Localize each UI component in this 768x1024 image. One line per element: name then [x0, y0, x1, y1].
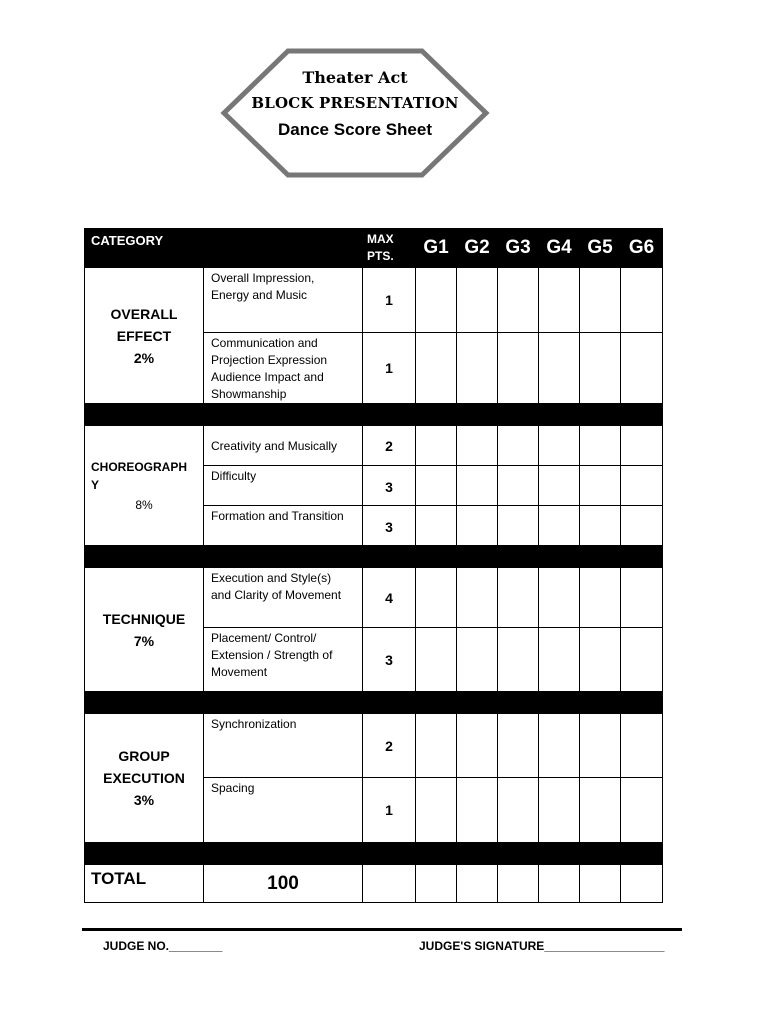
column-header-g3: G3: [498, 229, 539, 268]
score-cell[interactable]: [416, 865, 457, 903]
table-row: [85, 568, 663, 628]
score-cell[interactable]: [416, 466, 457, 506]
max-points: 2: [363, 714, 416, 778]
judge-number-field[interactable]: JUDGE NO.________: [103, 939, 223, 953]
column-header-max-pts: MAX PTS.: [363, 229, 416, 268]
total-value: 100: [204, 865, 363, 903]
max-points: 3: [363, 466, 416, 506]
score-cell[interactable]: [580, 865, 621, 903]
score-cell[interactable]: [498, 865, 539, 903]
score-cell[interactable]: [539, 268, 580, 333]
score-cell[interactable]: [498, 466, 539, 506]
score-cell[interactable]: [363, 865, 416, 903]
column-header-g5: G5: [580, 229, 621, 268]
table-header-row: [85, 229, 663, 268]
header-sheet-name: Dance Score Sheet: [277, 120, 432, 139]
score-cell[interactable]: [457, 628, 498, 692]
score-cell[interactable]: [498, 628, 539, 692]
category-choreography: CHOREOGRAPH Y 8%: [85, 426, 204, 546]
score-cell[interactable]: [457, 568, 498, 628]
score-cell[interactable]: [498, 333, 539, 404]
score-cell[interactable]: [621, 865, 663, 903]
score-cell[interactable]: [580, 506, 621, 546]
column-header-g6: G6: [621, 229, 663, 268]
section-divider: [85, 843, 663, 865]
header-title: Theater Act: [302, 68, 408, 87]
score-cell[interactable]: [457, 865, 498, 903]
score-cell[interactable]: [621, 506, 663, 546]
score-cell[interactable]: [498, 714, 539, 778]
score-cell[interactable]: [539, 778, 580, 843]
table-row: [85, 714, 663, 778]
score-cell[interactable]: [416, 628, 457, 692]
max-points: 1: [363, 333, 416, 404]
score-cell[interactable]: [621, 466, 663, 506]
criterion-creativity: Creativity and Musically: [204, 426, 363, 466]
total-row: [85, 865, 663, 903]
score-cell[interactable]: [498, 426, 539, 466]
score-cell[interactable]: [580, 333, 621, 404]
score-cell[interactable]: [498, 568, 539, 628]
section-divider: [85, 692, 663, 714]
score-cell[interactable]: [416, 506, 457, 546]
score-cell[interactable]: [457, 506, 498, 546]
criterion-formation: Formation and Transition: [204, 506, 363, 546]
score-cell[interactable]: [416, 333, 457, 404]
score-table: [84, 228, 663, 903]
score-cell[interactable]: [539, 865, 580, 903]
score-cell[interactable]: [621, 714, 663, 778]
max-points: 3: [363, 628, 416, 692]
score-cell[interactable]: [580, 778, 621, 843]
max-points: 1: [363, 778, 416, 843]
score-cell[interactable]: [457, 714, 498, 778]
category-group-execution: GROUP EXECUTION 3%: [85, 714, 204, 843]
section-divider: [85, 546, 663, 568]
criterion-placement-control: Placement/ Control/ Extension / Strength of Movement: [204, 628, 363, 692]
score-cell[interactable]: [621, 778, 663, 843]
column-header-category: CATEGORY: [85, 229, 363, 268]
criterion-synchronization: Synchronization: [204, 714, 363, 778]
section-divider: [85, 404, 663, 426]
criterion-communication-projection: Communication and Projection Expression Audience Impact and Showmanship: [204, 333, 363, 404]
max-points: 4: [363, 568, 416, 628]
max-points: 3: [363, 506, 416, 546]
criterion-spacing: Spacing: [204, 778, 363, 843]
score-cell[interactable]: [539, 333, 580, 404]
score-cell[interactable]: [416, 568, 457, 628]
score-cell[interactable]: [457, 268, 498, 333]
score-cell[interactable]: [457, 466, 498, 506]
max-points: 1: [363, 268, 416, 333]
table-row: [85, 426, 663, 466]
score-cell[interactable]: [580, 466, 621, 506]
total-label: TOTAL: [85, 865, 204, 903]
score-cell[interactable]: [457, 778, 498, 843]
column-header-g4: G4: [539, 229, 580, 268]
score-cell[interactable]: [498, 268, 539, 333]
header-subtitle: BLOCK PRESENTATION: [251, 94, 459, 112]
score-cell[interactable]: [416, 426, 457, 466]
score-cell[interactable]: [621, 628, 663, 692]
score-cell[interactable]: [416, 778, 457, 843]
criterion-overall-impression: Overall Impression, Energy and Music: [204, 268, 363, 333]
score-cell[interactable]: [416, 268, 457, 333]
max-points: 2: [363, 426, 416, 466]
score-cell[interactable]: [539, 426, 580, 466]
score-cell[interactable]: [457, 333, 498, 404]
score-cell[interactable]: [539, 628, 580, 692]
column-header-g2: G2: [457, 229, 498, 268]
score-cell[interactable]: [580, 628, 621, 692]
category-technique: TECHNIQUE 7%: [85, 568, 204, 692]
score-cell[interactable]: [539, 568, 580, 628]
score-cell[interactable]: [621, 426, 663, 466]
score-cell[interactable]: [621, 568, 663, 628]
score-cell[interactable]: [457, 426, 498, 466]
score-cell[interactable]: [498, 778, 539, 843]
score-cell[interactable]: [621, 333, 663, 404]
score-cell[interactable]: [580, 568, 621, 628]
judge-signature-field[interactable]: JUDGE'S SIGNATURE__________________: [419, 939, 665, 953]
title-badge: [220, 48, 490, 178]
score-cell[interactable]: [416, 714, 457, 778]
category-overall-effect: OVERALL EFFECT 2%: [85, 268, 204, 404]
score-cell[interactable]: [498, 506, 539, 546]
score-cell[interactable]: [580, 426, 621, 466]
score-cell[interactable]: [539, 714, 580, 778]
footer-divider: [82, 928, 682, 931]
score-cell[interactable]: [580, 714, 621, 778]
score-cell[interactable]: [621, 268, 663, 333]
score-cell[interactable]: [539, 466, 580, 506]
score-cell[interactable]: [539, 506, 580, 546]
table-row: [85, 268, 663, 333]
criterion-difficulty: Difficulty: [204, 466, 363, 506]
criterion-execution-style: Execution and Style(s) and Clarity of Movement: [204, 568, 363, 628]
column-header-g1: G1: [416, 229, 457, 268]
score-cell[interactable]: [580, 268, 621, 333]
